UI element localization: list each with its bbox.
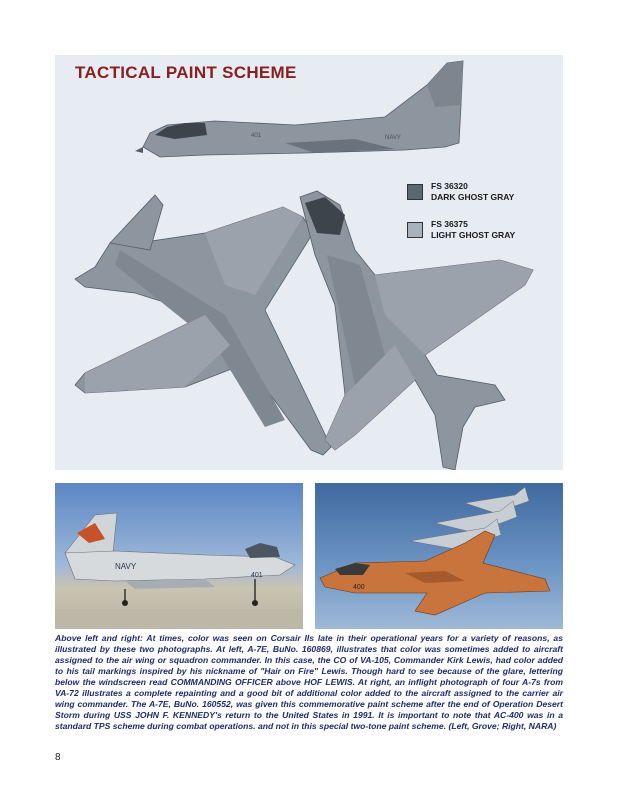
legend-name: LIGHT GHOST GRAY	[431, 230, 516, 240]
page-title: TACTICAL PAINT SCHEME	[75, 63, 297, 82]
photo-left-a7e-on-ramp	[55, 483, 303, 629]
legend-code: FS 36320	[431, 181, 468, 191]
side-modex-marking: 401	[251, 133, 262, 139]
photo-caption: Above left and right: At times, color was seen on Corsair IIs late in their operational years for a variety of reasons, as illustrated by these two photographs. At left, A-7E, BuNo. 160869, illustrates that color was sometimes added to aircraft assigned to the air wing or squadron commander. In this case, the CO of VA-105, Commander Kirk Lewis, had color added to his tail markings inspired by his nickname of "Hair on Fire" Lewis. Though hard to see because of the glare, lettering below the windscreen read COMMANDING OFFICER above HOF LEWIS. At right, an inflight photograph of four A-7s from VA-72 illustrates a complete repainting and a good bit of additional color added to the aircraft assigned to the carrier air wing commander. The A-7E, BuNo. 160552, was given this commemorative paint scheme after the end of Operation Desert Storm during USS JOHN F. KENNEDY's return to the United States in 1991. It is important to note that AC-400 was in a standard TPS scheme during combat operations. and not in this special two-tone paint scheme. (Left, Grove; Right, NARA)	[55, 633, 563, 731]
photo-left-navy-marking: NAVY	[115, 562, 137, 571]
photo-right-a7-formation	[315, 483, 563, 629]
legend-name: DARK GHOST GRAY	[431, 192, 515, 202]
page-number: 8	[55, 752, 61, 763]
dark-ghost-gray-swatch	[407, 184, 423, 200]
photo-left-modex: 401	[251, 572, 263, 579]
photo-left-illustration	[55, 483, 303, 629]
paint-scheme-panel	[55, 55, 563, 470]
top-view-aircraft	[75, 195, 331, 455]
aircraft-profiles-illustration	[55, 55, 563, 470]
photo-right-illustration	[315, 483, 563, 629]
light-ghost-gray-swatch	[407, 222, 423, 238]
legend-code: FS 36375	[431, 219, 468, 229]
side-navy-marking: NAVY	[385, 135, 401, 141]
photo-right-modex: 400	[353, 584, 365, 591]
